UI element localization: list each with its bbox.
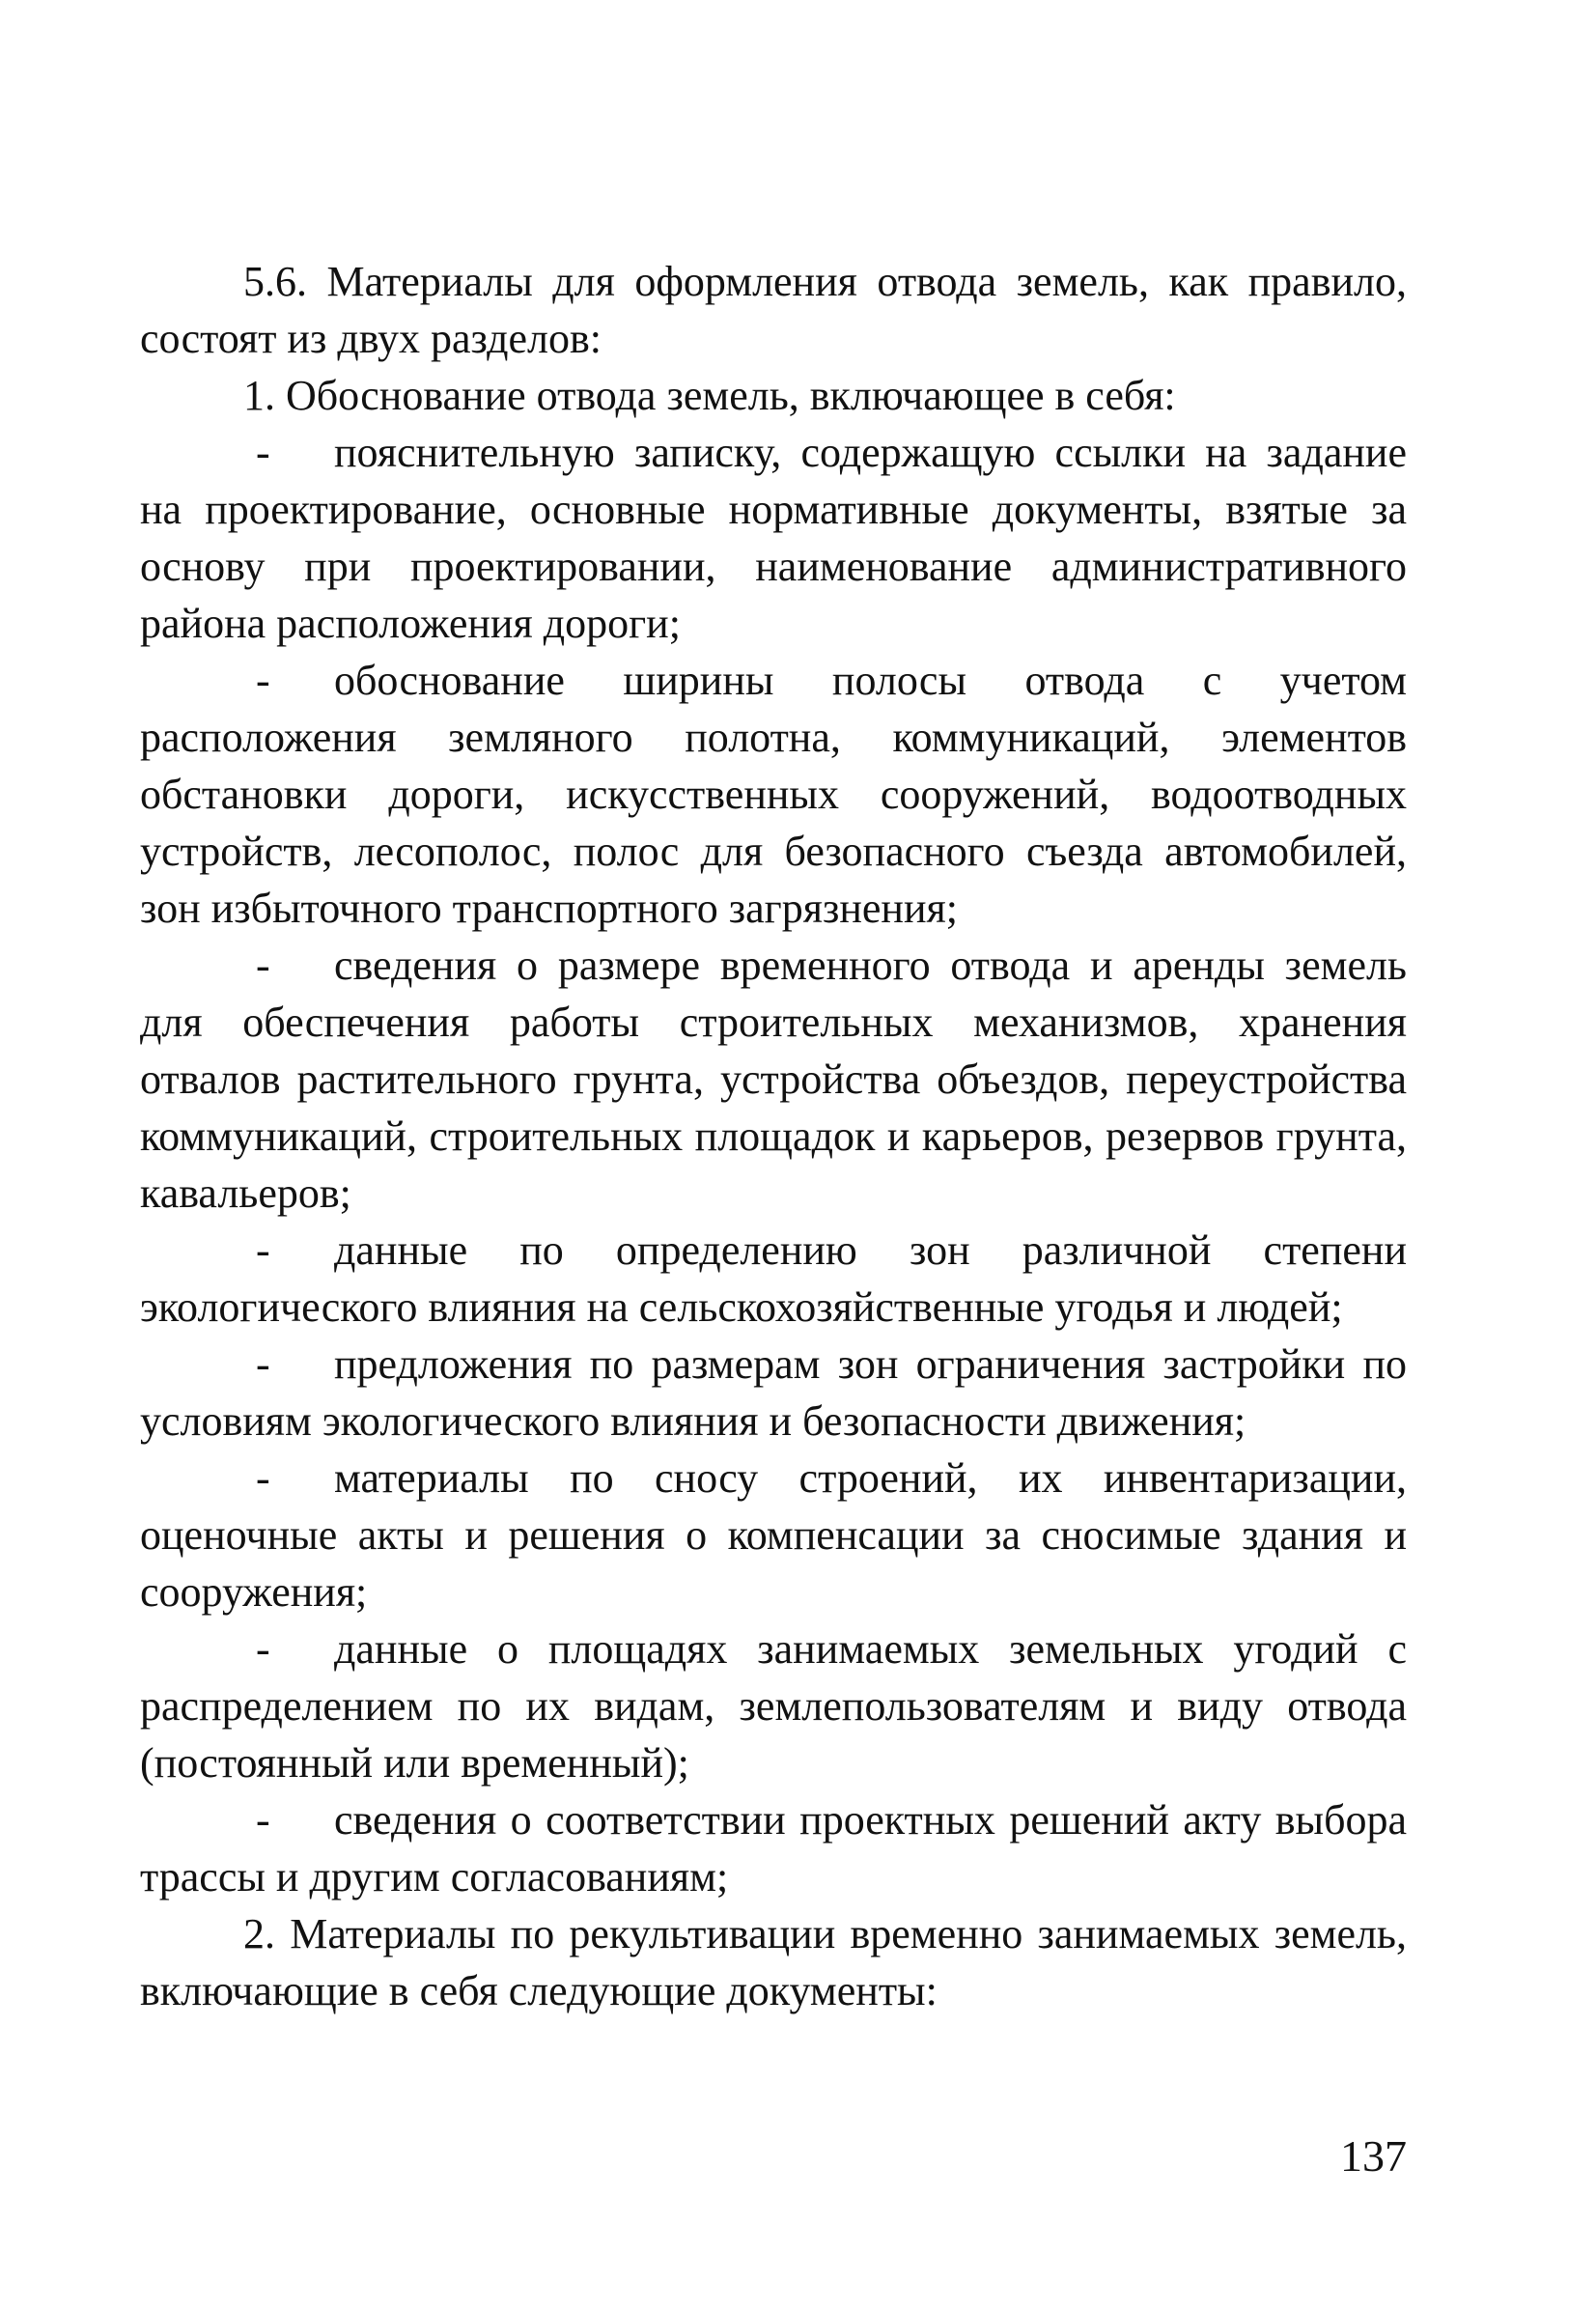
list-item-text: пояснительную записку, содержащую ссылки на задание на проектирование, основные нормативные документы, взятые за основу при проектировании, наименование административного района расположения дороги; — [140, 429, 1407, 647]
page-body — [140, 253, 1407, 2019]
list-item-text: предложения по размерам зон ограничения застройки по условиям экологического влияния и безопасности движения; — [140, 1340, 1407, 1445]
part2-heading: 2. Материалы по рекультивации временно занимаемых земель, включающие в себя следующие документы: — [140, 1910, 1407, 2014]
list-item-text: данные по определению зон различной степени экологического влияния на сельскохозяйственные угодья и людей; — [140, 1226, 1407, 1331]
list-item — [140, 937, 1407, 1222]
list-item — [140, 1222, 1407, 1336]
page-number: 137 — [1340, 2131, 1407, 2181]
list-item-text: сведения о размере временного отвода и аренды земель для обеспечения работы строительных механизмов, хранения отвалов растительного грунта, устройства объездов, переустройства коммуникаций, строительных площадок и карьеров, резервов грунта, кавальеров; — [140, 942, 1407, 1217]
section-intro-paragraph: 5.6. Материалы для оформления отвода земель, как правило, состоят из двух разделов: — [140, 258, 1407, 362]
list-item-text: сведения о соответствии проектных решений акту выбора трассы и другим согласованиям; — [140, 1796, 1407, 1901]
bullet-dash: - — [256, 1454, 270, 1502]
list-item — [140, 1620, 1407, 1791]
bullet-dash: - — [256, 1625, 270, 1673]
bullet-dash: - — [256, 657, 270, 704]
bullet-dash: - — [256, 429, 270, 476]
part1-heading: 1. Обоснование отвода земель, включающее в себя: — [243, 372, 1176, 419]
list-item-text: данные о площадях занимаемых земельных угодий с распределением по их видам, землепользователям и виду отвода (постоянный или временный); — [140, 1625, 1407, 1787]
list-item — [140, 652, 1407, 937]
list-item — [140, 424, 1407, 652]
list-item-text: обоснование ширины полосы отвода с учетом расположения земляного полотна, коммуникаций, элементов обстановки дороги, искусственных сооружений, водоотводных устройств, лесополос, полос для безопасного съезда автомобилей, зон избыточного транспортного загрязнения; — [140, 657, 1407, 932]
bullet-dash: - — [256, 1226, 270, 1274]
list-item — [140, 1450, 1407, 1620]
list-item-text: материалы по сносу строений, их инвентаризации, оценочные акты и решения о компенсации за сносимые здания и сооружения; — [140, 1454, 1407, 1616]
bullet-dash: - — [256, 1796, 270, 1844]
list-item — [140, 1336, 1407, 1450]
bullet-dash: - — [256, 1340, 270, 1388]
bullet-dash: - — [256, 942, 270, 989]
list-item — [140, 1791, 1407, 1905]
